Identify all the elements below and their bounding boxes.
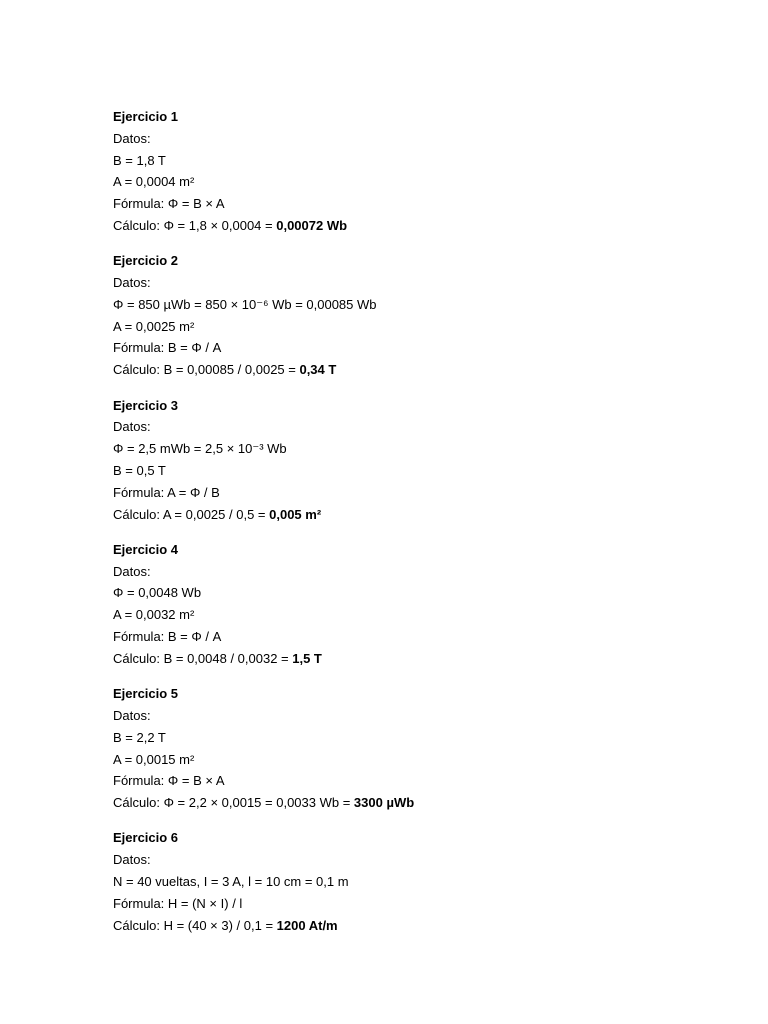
formula-line: Fórmula: H = (N × I) / l (113, 895, 243, 911)
exercise-title: Ejercicio 5 (113, 686, 179, 702)
calculation-line (113, 915, 673, 937)
calculation-text: Cálculo: Φ = 2,2 × 0,0015 = 0,0033 Wb = (113, 795, 354, 811)
exercise-title: Ejercicio 1 (113, 109, 179, 124)
data-line: Φ = 0,0048 Wb (113, 585, 202, 601)
exercise-3 (113, 395, 673, 526)
datos-label: Datos: (113, 130, 151, 146)
data-line: B = 2,2 T (113, 729, 166, 745)
formula-line: Fórmula: Φ = B × A (113, 196, 225, 212)
data-line: N = 40 vueltas, I = 3 A, l = 10 cm = 0,1 m (113, 874, 349, 889)
formula-line: Fórmula: A = Φ / B (113, 484, 220, 500)
calculation-text: Cálculo: H = (40 × 3) / 0,1 = (113, 917, 277, 933)
calculation-result: 1,5 T (292, 650, 322, 666)
formula-line: Fórmula: B = Φ / A (113, 629, 222, 645)
data-line: Φ = 2,5 mWb = 2,5 × 10⁻³ Wb (113, 441, 287, 457)
exercise-title: Ejercicio 6 (113, 830, 179, 846)
datos-label: Datos: (113, 852, 151, 868)
exercise-list (113, 106, 673, 950)
calculation-text: Cálculo: B = 0,00085 / 0,0025 = (113, 362, 300, 378)
data-line: A = 0,0015 m² (113, 751, 195, 767)
datos-label: Datos: (113, 707, 151, 723)
calculation-line (113, 792, 673, 814)
data-line: B = 0,5 T (113, 462, 166, 478)
data-line: A = 0,0032 m² (113, 607, 195, 623)
exercise-4 (113, 539, 673, 670)
exercise-2 (113, 250, 673, 381)
calculation-result: 0,005 m² (269, 506, 322, 522)
calculation-result: 3300 µWb (353, 795, 415, 811)
data-line: Φ = 850 µWb = 850 × 10⁻⁶ Wb = 0,00085 Wb (113, 296, 377, 312)
datos-label: Datos: (113, 419, 151, 435)
calculation-result: 1200 At/m (276, 917, 338, 933)
calculation-line (113, 648, 673, 670)
calculation-result: 0,00072 Wb (276, 217, 348, 233)
exercise-5 (113, 683, 673, 814)
datos-label: Datos: (113, 563, 151, 579)
calculation-text: Cálculo: A = 0,0025 / 0,5 = (113, 506, 270, 522)
formula-line: Fórmula: Φ = B × A (113, 773, 225, 789)
calculation-text: Cálculo: Φ = 1,8 × 0,0004 = (113, 217, 277, 233)
calculation-line (113, 359, 673, 381)
data-line: A = 0,0004 m² (113, 174, 195, 190)
exercise-1 (113, 106, 673, 237)
calculation-text: Cálculo: B = 0,0048 / 0,0032 = (113, 650, 293, 666)
calculation-result: 0,34 T (299, 362, 337, 378)
exercise-6 (113, 827, 673, 936)
calculation-line (113, 504, 673, 526)
exercise-title: Ejercicio 4 (113, 541, 179, 557)
datos-label: Datos: (113, 275, 151, 291)
formula-line: Fórmula: B = Φ / A (113, 340, 222, 356)
data-line: A = 0,0025 m² (113, 318, 195, 334)
exercise-title: Ejercicio 3 (113, 397, 179, 413)
calculation-line (113, 215, 673, 237)
data-line: B = 1,8 T (113, 152, 166, 168)
exercise-title: Ejercicio 2 (113, 253, 179, 269)
